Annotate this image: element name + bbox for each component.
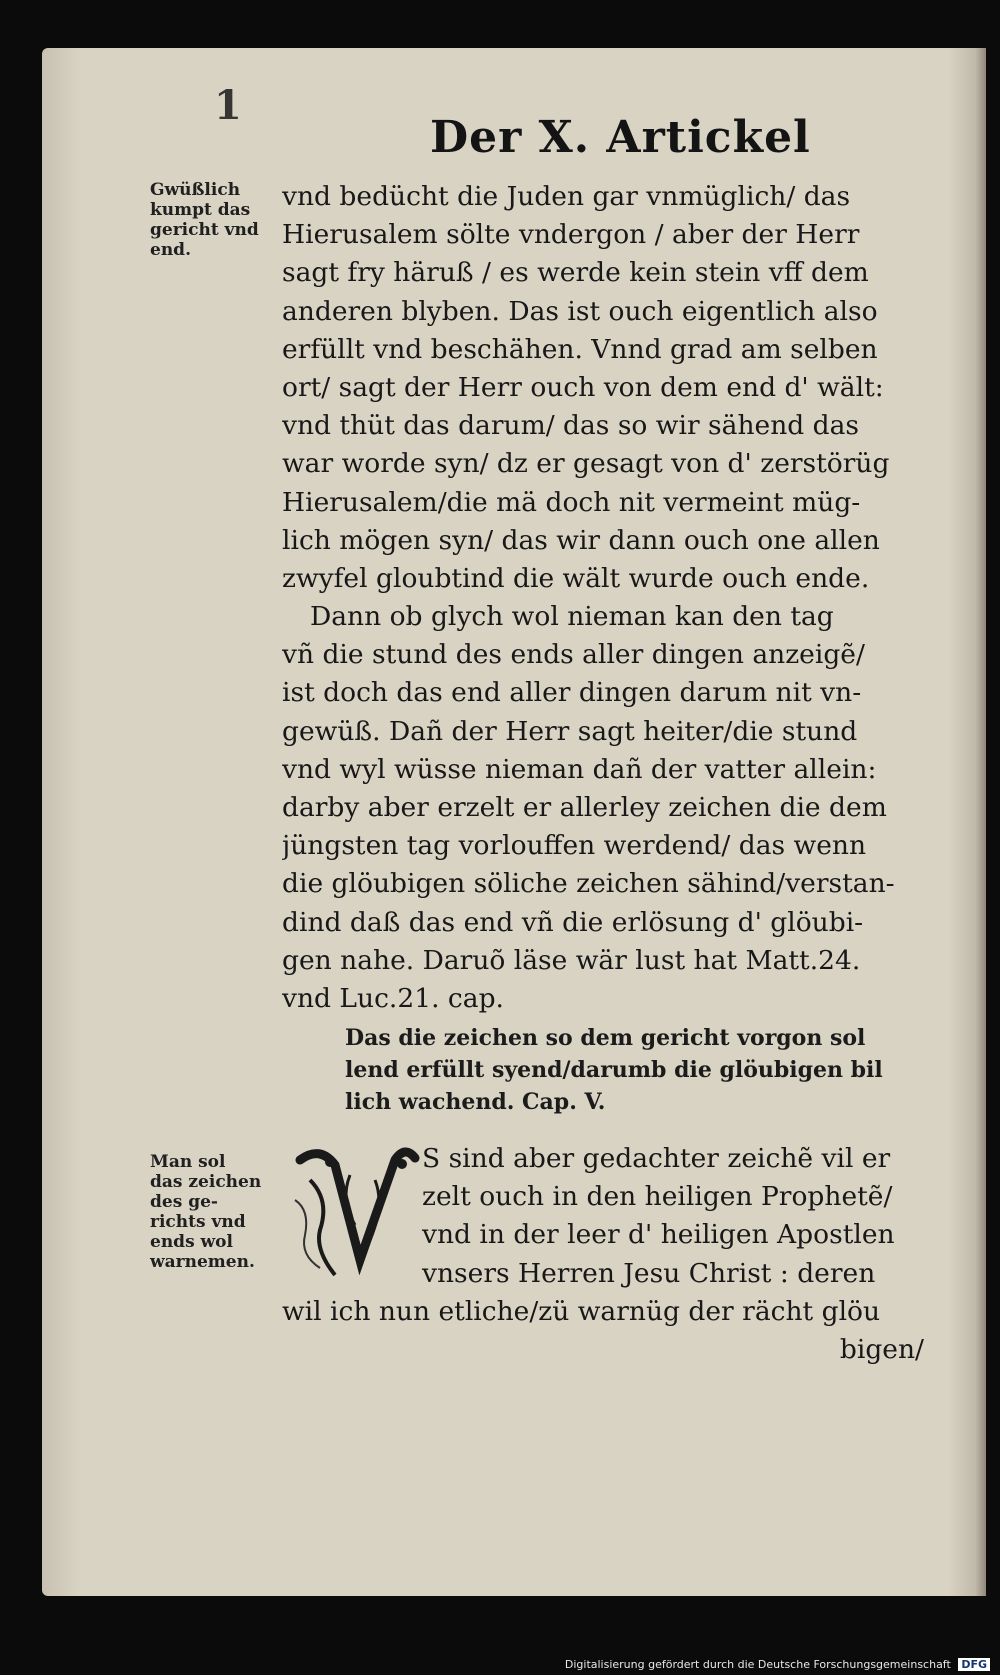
margin-note-line: kumpt das — [150, 200, 251, 220]
text-line: ist doch das end aller dingen darum nit vn- — [282, 677, 862, 709]
text-line: vnd bedücht die Juden gar vnmüglich/ das — [282, 181, 851, 212]
margin-note-2 — [150, 1152, 275, 1272]
margin-note-line: das zeichen — [150, 1172, 262, 1192]
chapter-text — [282, 1140, 932, 1369]
margin-note-line: Gwüßlich — [150, 180, 241, 200]
dfg-logo: DFG — [958, 1658, 990, 1671]
chapter-heading-line: Das die zeichen so dem gericht vorgon sol — [345, 1025, 866, 1051]
text-line: wil ich nun etliche/zü warnüg der rächt glöu — [282, 1295, 881, 1327]
footer-text: Digitalisierung gefördert durch die Deutsche Forschungsgemeinschaft — [564, 1658, 951, 1671]
text-line: zelt ouch in den heiligen Prophetẽ/ — [422, 1181, 893, 1213]
text-line: vnd in der leer d' heiligen Apostlen — [422, 1219, 895, 1251]
margin-note-line: end. — [150, 240, 191, 260]
chapter-heading-line: lich wachend. Cap. V. — [345, 1089, 606, 1115]
text-line: jüngsten tag vorlouffen werdend/ das wenn — [282, 830, 867, 862]
text-line: bigen/ — [839, 1333, 924, 1365]
text-line: vnsers Herren Jesu Christ : deren — [422, 1257, 876, 1289]
margin-note-line: richts vnd — [150, 1212, 246, 1232]
margin-note-1 — [150, 180, 275, 260]
margin-note-line: Man sol — [150, 1152, 226, 1172]
text-line: vñ die stund des ends aller dingen anzeigẽ/ — [282, 639, 865, 671]
margin-note-line: ends wol — [150, 1232, 233, 1252]
text-line: lich mögen syn/ das wir dann ouch one allen — [282, 524, 880, 556]
initial-letter-text: V — [290, 1140, 291, 1141]
body-text — [282, 178, 932, 1018]
text-line: Dann ob glych wol nieman kan den tag — [310, 601, 834, 633]
text-line: vnd Luc.21. cap. — [282, 982, 504, 1014]
text-line: sagt fry häruß / es werde kein stein vff dem — [282, 257, 869, 289]
chapter-heading — [345, 1022, 905, 1118]
text-line: dind daß das end vñ die erlösung d' glöubi- — [282, 906, 864, 938]
text-line: gewüß. Dañ der Herr sagt heiter/die stund — [282, 715, 858, 747]
text-line: die glöubigen söliche zeichen sähind/verstan- — [282, 868, 895, 900]
digitization-footer — [0, 1658, 990, 1671]
chapter-heading-line: lend erfüllt syend/darumb die glöubigen bil — [345, 1057, 883, 1083]
text-line: darby aber erzelt er allerley zeichen die dem — [282, 792, 887, 823]
running-header: Der X. Artickel — [430, 112, 811, 163]
page-edge — [976, 48, 986, 1596]
text-line: erfüllt vnd beschähen. Vnnd grad am selben — [282, 333, 878, 365]
page-number: 1 — [214, 82, 242, 129]
margin-note-line: warnemen. — [150, 1252, 255, 1272]
text-line: Hierusalem/die mä doch nit vermeint müg- — [282, 486, 861, 518]
text-line: vnd wyl wüsse nieman dañ der vatter allein: — [282, 753, 877, 785]
text-line: vnd thüt das darum/ das so wir sähend das — [282, 410, 860, 442]
text-line: ort/ sagt der Herr ouch von dem end d' wält: — [282, 371, 884, 403]
text-line: zwyfel gloubtind die wält wurde ouch ende. — [282, 562, 870, 594]
text-line: anderen blyben. Das ist ouch eigentlich also — [282, 295, 878, 327]
margin-note-line: gericht vnd — [150, 220, 259, 240]
text-line: war worde syn/ dz er gesagt von d' zerstörüg — [282, 448, 890, 480]
text-line: gen nahe. Daruõ läse wär lust hat Matt.24. — [282, 944, 861, 976]
text-line: S sind aber gedachter zeichẽ vil er — [422, 1143, 891, 1174]
margin-note-line: des ge- — [150, 1192, 218, 1212]
text-line: Hierusalem sölte vndergon / aber der Herr — [282, 219, 860, 251]
